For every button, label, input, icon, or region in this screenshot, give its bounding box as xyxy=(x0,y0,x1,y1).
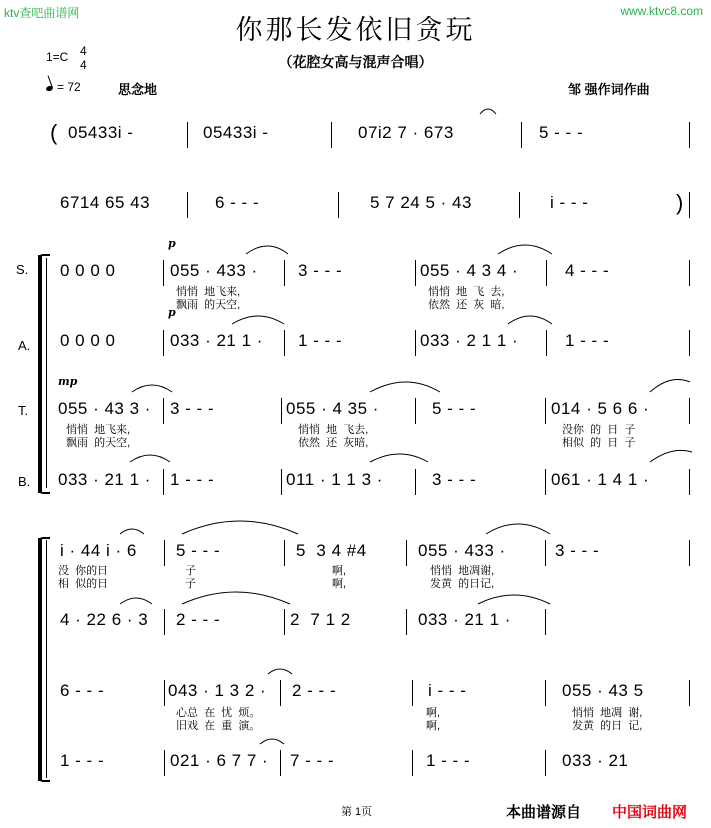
lyric-line: 相 似的日 xyxy=(58,578,109,590)
lyric-line: 啊, xyxy=(332,565,347,577)
measure: 055 · 433 · xyxy=(418,541,506,560)
bass-staff-2 xyxy=(0,746,711,776)
source-site: 中国词曲网 xyxy=(612,804,688,821)
lyric-line: 啊, xyxy=(426,707,441,719)
tie xyxy=(260,739,284,744)
barline xyxy=(415,260,416,286)
measure: 1 - - - xyxy=(426,751,471,770)
measure: 055 · 43 3 · xyxy=(58,399,151,418)
meter-top: 4 xyxy=(80,44,87,58)
barline xyxy=(284,330,285,356)
barline xyxy=(689,469,690,495)
measure: 1 - - - xyxy=(298,331,343,350)
lyric-line: 悄悄 地凋 谢, xyxy=(572,707,643,719)
barline xyxy=(406,609,407,635)
measure: 2 - - - xyxy=(176,610,221,629)
measure: 4 - - - xyxy=(565,261,610,280)
barline xyxy=(545,469,546,495)
lyric-line: 依然 还 灰 暗, xyxy=(428,299,505,311)
measure: 0 0 0 0 xyxy=(60,331,116,350)
barline xyxy=(281,398,282,424)
lyric-line: 旧戏 在 重 演。 xyxy=(176,720,261,732)
measure: 055 · 4 3 4 · xyxy=(420,261,519,280)
measure: 5 - - - xyxy=(432,399,477,418)
barline xyxy=(280,750,281,776)
barline xyxy=(406,540,407,566)
soprano-staff-1 xyxy=(0,256,711,286)
part-label-bass: B. xyxy=(18,474,31,489)
barline xyxy=(545,609,546,635)
barline xyxy=(284,260,285,286)
expression-marking: 思念地 xyxy=(118,82,158,97)
lyric-line: 相似 的 日 子 xyxy=(562,437,636,449)
tie xyxy=(182,592,290,604)
barline xyxy=(163,330,164,356)
tenor-staff-2 xyxy=(0,676,711,706)
barline xyxy=(338,192,339,218)
lyric-line: 心总 在 忧 烦。 xyxy=(176,707,261,719)
measure: 3 - - - xyxy=(298,261,343,280)
barline xyxy=(689,330,690,356)
part-label-soprano: S. xyxy=(16,262,29,277)
barline xyxy=(545,540,546,566)
bass-staff-1 xyxy=(0,465,711,495)
watermark-left: ktv查吧曲谱网 xyxy=(4,6,80,20)
measure: 3 - - - xyxy=(432,470,477,489)
key-signature: 1=C xyxy=(46,50,69,64)
alto-staff-1 xyxy=(0,326,711,356)
tempo-marking xyxy=(46,80,81,94)
barline xyxy=(412,680,413,706)
barline xyxy=(545,398,546,424)
lyric-line: 子 xyxy=(185,565,196,577)
part-label-tenor: T. xyxy=(18,403,29,418)
barline xyxy=(284,540,285,566)
intro-measure: 6 - - - xyxy=(215,193,260,212)
intro-measure: i - - - xyxy=(550,193,589,212)
barline xyxy=(689,398,690,424)
measure: 055 · 4 35 · xyxy=(286,399,379,418)
score-title: 你那长发依旧贪玩 xyxy=(235,15,476,46)
measure: 7 - - - xyxy=(290,751,335,770)
barline xyxy=(545,750,546,776)
barline xyxy=(689,260,690,286)
lyric-line: 没 你的日 xyxy=(58,565,109,577)
barline xyxy=(280,680,281,706)
open-paren: ( xyxy=(50,120,58,145)
tenor-staff-1 xyxy=(0,394,711,424)
barline xyxy=(415,330,416,356)
tie xyxy=(130,455,170,462)
barline xyxy=(164,680,165,706)
score-subtitle: （花腔女高与混声合唱） xyxy=(278,54,433,70)
meter-bottom: 4 xyxy=(80,58,87,72)
barline xyxy=(164,750,165,776)
measure: 2 - - - xyxy=(292,681,337,700)
source-label: 本曲谱源自 xyxy=(506,804,582,821)
barline xyxy=(689,680,690,706)
measure: 3 - - - xyxy=(555,541,600,560)
barline xyxy=(689,122,690,148)
measure: i · 44 i · 6 xyxy=(60,541,137,560)
measure: 014 · 5 6 6 · xyxy=(551,399,650,418)
intro-measure: 05433i - xyxy=(68,123,134,142)
system-line xyxy=(46,258,47,488)
lyric-line: 悄悄 地凋谢, xyxy=(430,565,495,577)
intro-measure: 6714 65 43 xyxy=(60,193,151,212)
barline xyxy=(519,192,520,218)
barline xyxy=(331,122,332,148)
lyric-line: 发黄 的日 记, xyxy=(572,720,643,732)
barline xyxy=(187,122,188,148)
slur xyxy=(120,598,152,604)
barline xyxy=(415,398,416,424)
measure: 021 · 6 7 7 · xyxy=(170,751,269,770)
dynamic-mark: mp xyxy=(58,375,78,388)
barline xyxy=(412,750,413,776)
tie xyxy=(650,380,690,392)
measure: 6 - - - xyxy=(60,681,105,700)
measure: 033 · 21 1 · xyxy=(418,610,511,629)
tie xyxy=(370,454,428,462)
barline xyxy=(284,609,285,635)
tie xyxy=(478,595,550,604)
barline xyxy=(521,122,522,148)
measure: 0 0 0 0 xyxy=(60,261,116,280)
measure: 055 · 43 5 xyxy=(562,681,644,700)
measure: 033 · 21 xyxy=(562,751,629,770)
close-paren: ) xyxy=(676,190,684,215)
tie xyxy=(486,524,550,534)
bracket-cap xyxy=(38,777,50,782)
intro-measure: 05433i - xyxy=(203,123,269,142)
soprano-staff-2 xyxy=(0,536,711,566)
measure: 1 - - - xyxy=(170,470,215,489)
intro-measure: 5 - - - xyxy=(539,123,584,142)
measure: 055 · 433 · xyxy=(170,261,258,280)
system-bracket xyxy=(38,538,42,781)
alto-staff-2 xyxy=(0,605,711,635)
tempo-value: = 72 xyxy=(57,80,81,94)
dynamic-mark: p xyxy=(168,306,176,319)
measure: i - - - xyxy=(428,681,467,700)
lyric-line: 啊, xyxy=(332,578,347,590)
tie xyxy=(498,245,552,254)
lyric-line: 依然 还 灰暗, xyxy=(298,437,369,449)
intro-staff-1 xyxy=(0,118,711,148)
barline xyxy=(689,192,690,218)
measure: 5 - - - xyxy=(176,541,221,560)
barline xyxy=(187,192,188,218)
dynamic-mark: p xyxy=(168,237,176,250)
page-number: 第 1页 xyxy=(341,806,373,818)
triplet-bracket xyxy=(480,109,496,114)
lyric-line: 啊, xyxy=(426,720,441,732)
system-bracket xyxy=(38,255,42,493)
lyric-line: 飘雨 的天空, xyxy=(66,437,131,449)
tie xyxy=(370,382,440,392)
slur xyxy=(120,529,144,534)
part-label-alto: A. xyxy=(18,338,31,353)
measure: 1 - - - xyxy=(60,751,105,770)
tie xyxy=(246,246,288,254)
barline xyxy=(281,469,282,495)
measure: 2 7 1 2 xyxy=(290,610,351,629)
lyric-line: 悄悄 地 飞去, xyxy=(298,424,369,436)
intro-staff-2 xyxy=(0,188,711,218)
composer-credit: 邹 强作词作曲 xyxy=(568,82,650,97)
lyric-line: 悄悄 地飞来, xyxy=(176,286,241,298)
measure: 033 · 21 1 · xyxy=(170,331,263,350)
lyric-line: 子 xyxy=(185,578,196,590)
measure: 4 · 22 6 · 3 xyxy=(60,610,149,629)
tie xyxy=(232,316,284,324)
tie xyxy=(650,450,692,462)
barline xyxy=(163,260,164,286)
watermark-right: www.ktvc8.com xyxy=(620,4,703,18)
measure: 033 · 21 1 · xyxy=(58,470,151,489)
barline xyxy=(689,540,690,566)
measure: 061 · 1 4 1 · xyxy=(551,470,650,489)
tie xyxy=(132,385,172,392)
measure: 3 - - - xyxy=(170,399,215,418)
barline xyxy=(164,609,165,635)
measure: 033 · 2 1 1 · xyxy=(420,331,519,350)
tie xyxy=(182,521,298,534)
lyric-line: 飘雨 的天空, xyxy=(176,299,241,311)
tie xyxy=(508,316,552,324)
intro-measure: 07i2 7 · 673 xyxy=(358,123,454,142)
lyric-line: 发黄 的日记, xyxy=(430,578,495,590)
lyric-line: 没你 的 日 子 xyxy=(562,424,636,436)
measure: 043 · 1 3 2 · xyxy=(168,681,267,700)
barline xyxy=(164,540,165,566)
barline xyxy=(546,260,547,286)
quarter-note-icon xyxy=(45,85,53,92)
system-line xyxy=(46,540,47,778)
measure: 1 - - - xyxy=(565,331,610,350)
measure: 011 · 1 1 3 · xyxy=(286,470,383,489)
tie xyxy=(268,669,292,674)
lyric-line: 悄悄 地 飞 去, xyxy=(428,286,505,298)
barline xyxy=(163,469,164,495)
time-signature xyxy=(80,44,87,72)
measure: 5 3 4 #4 xyxy=(296,541,367,560)
barline xyxy=(163,398,164,424)
barline xyxy=(546,330,547,356)
barline xyxy=(415,469,416,495)
barline xyxy=(545,680,546,706)
intro-measure: 5 7 24 5 · 43 xyxy=(370,193,472,212)
lyric-line: 悄悄 地飞来, xyxy=(66,424,131,436)
